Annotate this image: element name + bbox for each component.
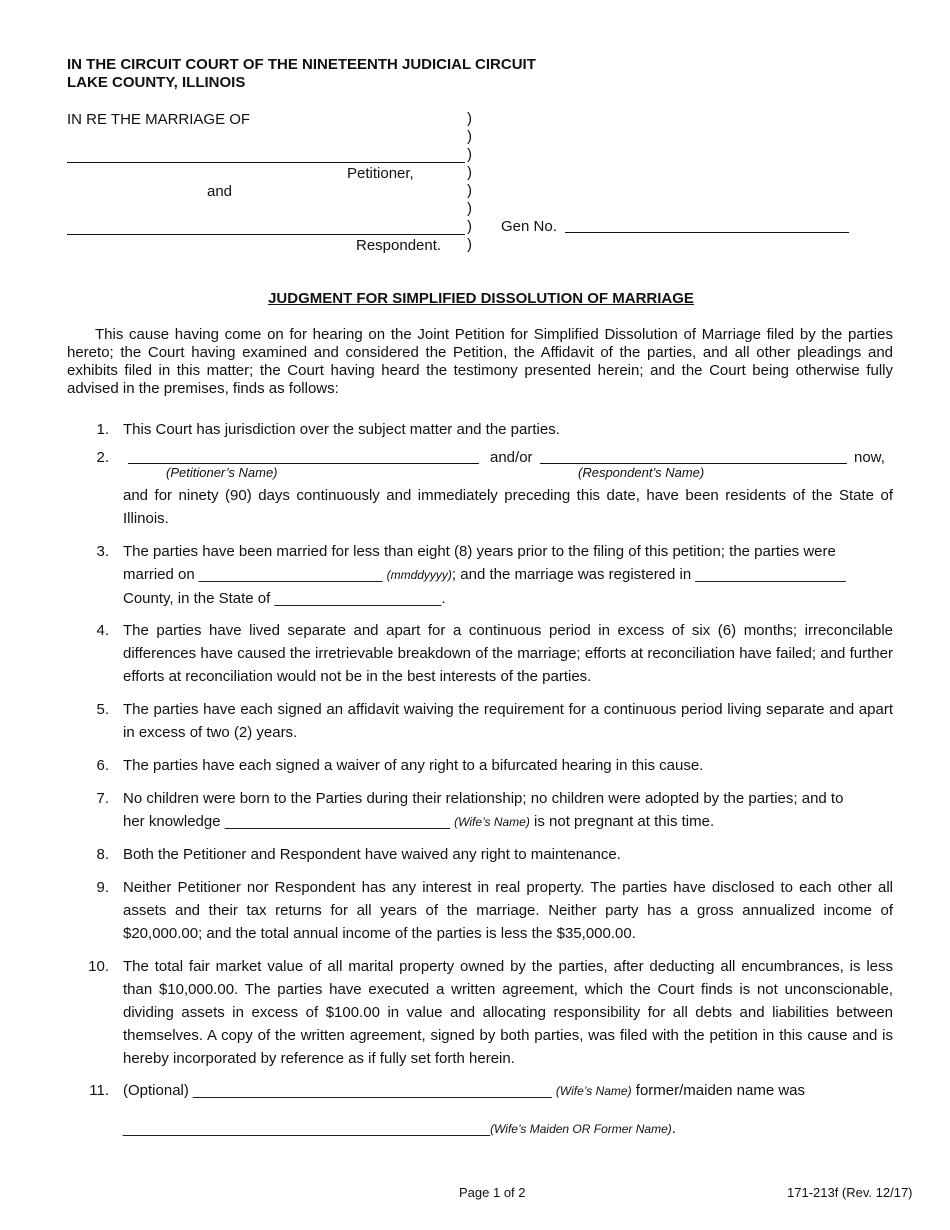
form-number: 171-213f (Rev. 12/17) [787, 1185, 913, 1200]
wife-current-name-field[interactable]: ___________________________________________ [193, 1082, 552, 1099]
finding-9: 9. Neither Petitioner nor Respondent has any interest in real property. The parties have disclosed to each other all assets and their tax returns for all years of the marriage. Neither party has a gross annualized income of $20,000.00; and the total annual income of the parties is less the $35,000.00. [96, 879, 893, 942]
wife-name-hint: (Wife’s Name) [454, 815, 530, 829]
marriage-date-field[interactable]: ______________________ [198, 566, 383, 583]
finding-1: 1. This Court has jurisdiction over the subject matter and the parties. [96, 421, 560, 438]
document-title: JUDGMENT FOR SIMPLIFIED DISSOLUTION OF MARRIAGE [268, 290, 694, 307]
respondent-name-line[interactable] [67, 234, 465, 235]
gen-no-label: Gen No. [501, 218, 557, 235]
wife-name-field[interactable]: ___________________________ [224, 813, 450, 830]
petitioner-name-caption: (Petitioner’s Name) [166, 465, 278, 480]
date-format-hint: (mmddyyyy) [386, 568, 452, 582]
and-label: and [207, 183, 233, 200]
page-number: Page 1 of 2 [459, 1185, 526, 1200]
respondent-name-caption: (Respondent’s Name) [578, 465, 705, 480]
respondent-label: Respondent. [356, 237, 442, 254]
intro-paragraph: This cause having come on for hearing on the Joint Petition for Simplified Dissolution of Marriage filed by the parties hereto; the Court having examined and considered the Petition, the Affidavit of the parties, and all other pleadings and exhibits filed in this matter; the Court having heard the testimony presented herein; and the Court being otherwise fully advised in the premises, finds as follows: [67, 326, 893, 397]
finding-3: 3. The parties have been married for less than eight (8) years prior to the filing of this petition; the parties were married on ______________________ (mmddyyyy); and the marriage was registered in __________________ County, in the State of ____________________. [96, 543, 846, 607]
registration-county-field[interactable]: __________________ [695, 566, 846, 583]
county-name: LAKE COUNTY, ILLINOIS [67, 74, 246, 91]
court-name: IN THE CIRCUIT COURT OF THE NINETEENTH JUDICIAL CIRCUIT [67, 56, 536, 73]
respondent-name-field[interactable] [540, 463, 847, 464]
finding-11-maiden-line: ____________________________________________(Wife’s Maiden OR Former Name). [123, 1120, 676, 1137]
now-label: now, [854, 449, 885, 466]
maiden-name-hint: (Wife’s Maiden OR Former Name) [490, 1122, 672, 1136]
registration-state-field[interactable]: ____________________. [274, 590, 446, 607]
in-re-label: IN RE THE MARRIAGE OF [67, 111, 251, 128]
finding-7: 7. No children were born to the Parties during their relationship; no children were adopted by the parties; and to her knowledge ___________________________ (Wife’s Name) is not pregnant at this time. [96, 790, 844, 830]
finding-10: 10. The total fair market value of all marital property owned by the parties, after deducting all encumbrances, is less than $10,000.00. The parties have executed a written agreement, which the Court finds is not unconscionable, dividing assets in excess of $100.00 in value and allocating responsibility for all debts and liabilities between themselves. A copy of the written agreement, signed by both parties, was filed with the petition in this cause and is hereby incorporated by reference as if fully set forth herein. [88, 958, 893, 1067]
wife-name-hint: (Wife’s Name) [555, 1084, 632, 1098]
petitioner-name-line[interactable] [67, 162, 465, 163]
and-or-label: and/or [490, 449, 533, 466]
finding-11: 11. (Optional) ___________________________________________ (Wife’s Name) former/maiden name was [89, 1082, 806, 1099]
finding-2-text: and for ninety (90) days continuously and immediately preceding this date, have been residents of the State of Illinois. [123, 487, 893, 527]
finding-5: 5. The parties have each signed an affidavit waiving the requirement for a continuous period living separate and apart in excess of two (2) years. [96, 701, 893, 741]
petitioner-label: Petitioner, [347, 165, 414, 182]
finding-8: 8. Both the Petitioner and Respondent have waived any right to maintenance. [96, 846, 621, 863]
finding-6: 6. The parties have each signed a waiver of any right to a bifurcated hearing in this cause. [96, 757, 704, 774]
wife-maiden-name-field[interactable]: ____________________________________________ [123, 1120, 491, 1137]
finding-4: 4. The parties have lived separate and apart for a continuous period in excess of six (6) months; irreconcilable differences have caused the irretrievable breakdown of the marriage; efforts at reconciliation have failed; and further efforts at reconciliation would not be in the best interests of the parties. [96, 622, 893, 685]
gen-no-field[interactable] [565, 232, 849, 233]
petitioner-name-field[interactable] [128, 463, 479, 464]
